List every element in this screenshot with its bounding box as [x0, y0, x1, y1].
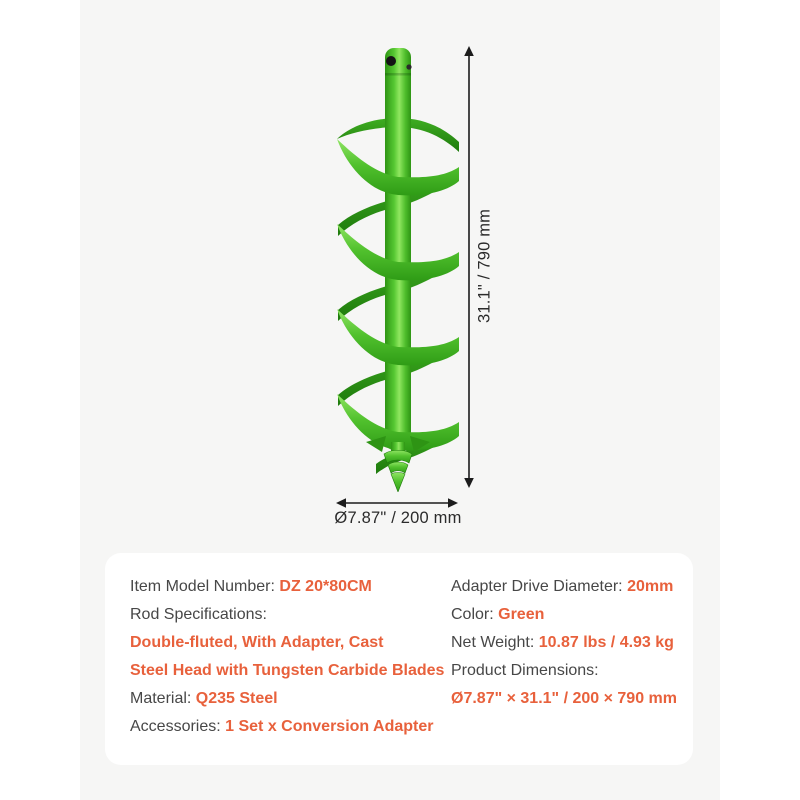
spec-value: DZ 20*80CM	[279, 578, 372, 595]
spec-row-rod-specifications-value-line2	[130, 657, 451, 685]
arrow-head-left	[336, 498, 346, 508]
auger-shaft	[385, 48, 412, 450]
spec-label: Product Dimensions:	[451, 662, 599, 679]
spec-value: 20mm	[627, 578, 674, 595]
arrow-head-up	[464, 46, 474, 56]
spec-value: Ø7.87" × 31.1" / 200 × 790 mm	[451, 690, 677, 707]
bolt-hole	[386, 56, 396, 66]
spec-row-rod-specifications-value-line1	[130, 629, 451, 657]
spec-row-rod-specifications	[130, 601, 451, 629]
spec-label: Item Model Number:	[130, 578, 280, 595]
spec-row-color	[451, 601, 693, 629]
spec-panel	[105, 553, 693, 765]
spec-row-net-weight	[451, 629, 693, 657]
spec-value: 1 Set x Conversion Adapter	[225, 718, 434, 735]
product-image-auger	[332, 42, 464, 492]
spec-row-adapter-drive-diameter	[451, 573, 693, 601]
spec-label: Accessories:	[130, 718, 226, 735]
spec-row-product-dimensions-value	[451, 685, 693, 713]
spec-label: Color:	[451, 606, 499, 623]
spec-value: 10.87 lbs / 4.93 kg	[538, 634, 674, 651]
spec-value: Steel Head with Tungsten Carbide Blades	[130, 662, 445, 679]
spec-row-material	[130, 685, 451, 713]
spec-column-right	[451, 573, 693, 765]
spec-value: Double-fluted, With Adapter, Cast	[130, 634, 384, 651]
spec-value: Green	[498, 606, 545, 623]
spec-column-left	[130, 573, 451, 765]
spec-label: Material:	[130, 690, 196, 707]
shaft-collar-line	[385, 73, 411, 76]
arrow-head-right	[448, 498, 458, 508]
auger-tip	[366, 436, 430, 492]
bolt-hole-side	[406, 64, 411, 69]
spec-label: Adapter Drive Diameter:	[451, 578, 628, 595]
spec-row-product-dimensions	[451, 657, 693, 685]
spec-row-item-model-number	[130, 573, 451, 601]
spec-label: Net Weight:	[451, 634, 539, 651]
arrow-head-down	[464, 478, 474, 488]
spec-value: Q235 Steel	[195, 690, 278, 707]
spec-row-accessories	[130, 713, 451, 741]
diameter-dimension-label: Ø7.87" / 200 mm	[334, 509, 462, 527]
spec-label: Rod Specifications:	[130, 606, 267, 623]
height-dimension-label: 31.1" / 790 mm	[475, 208, 494, 324]
